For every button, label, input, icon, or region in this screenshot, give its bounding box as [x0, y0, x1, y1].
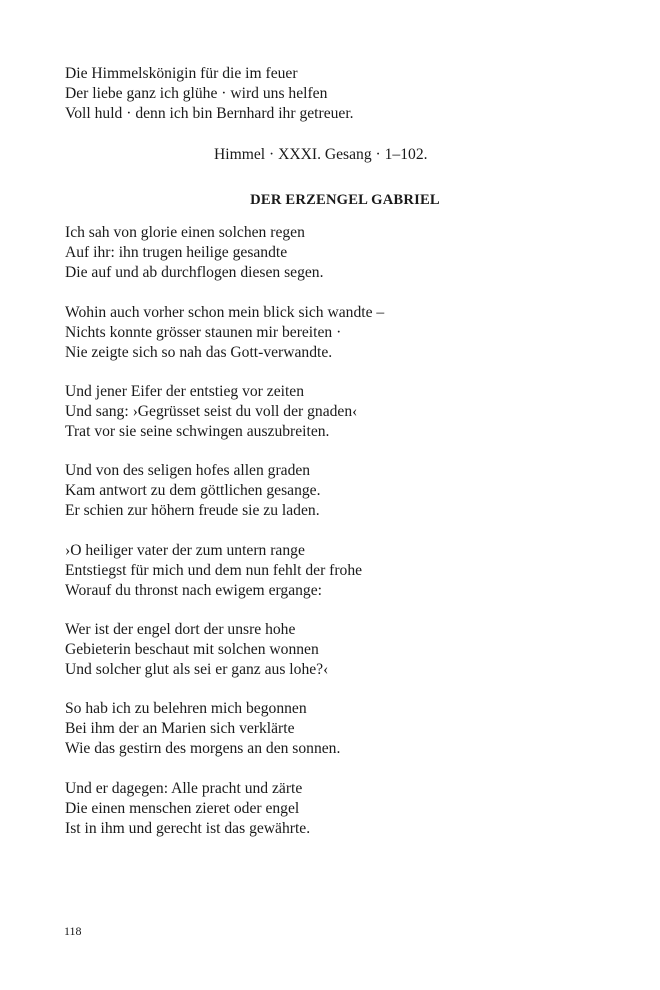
- page-number: 118: [64, 924, 82, 938]
- verse-line: ›O heiliger vater der zum untern range: [65, 542, 305, 559]
- verse-line: Kam antwort zu dem göttlichen gesange.: [65, 482, 321, 499]
- section-title: DER ERZENGEL GABRIEL: [250, 192, 440, 208]
- verse-line: Trat vor sie seine schwingen auszubreiten.: [65, 423, 330, 440]
- verse-line: Die auf und ab durchflogen diesen segen.: [65, 264, 324, 281]
- verse-line: Worauf du thronst nach ewigem ergange:: [65, 582, 322, 599]
- verse-line: Und von des seligen hofes allen graden: [65, 462, 311, 479]
- intro-line: Voll huld · denn ich bin Bernhard ihr getreuer.: [65, 105, 354, 122]
- verse-line: Die einen menschen zieret oder engel: [65, 800, 300, 817]
- verse-line: Nie zeigte sich so nah das Gott-verwandte.: [65, 344, 333, 361]
- verse-line: Auf ihr: ihn trugen heilige gesandte: [65, 244, 288, 261]
- verse-line: Wer ist der engel dort der unsre hohe: [65, 621, 296, 638]
- verse-line: Und jener Eifer der entstieg vor zeiten: [65, 383, 305, 400]
- verse-line: So hab ich zu belehren mich begonnen: [65, 700, 307, 717]
- verse-line: Und solcher glut als sei er ganz aus lohe?‹: [65, 661, 329, 678]
- verse-line: Ist in ihm und gerecht ist das gewährte.: [65, 820, 311, 837]
- verse-line: Entstiegst für mich und dem nun fehlt der frohe: [65, 562, 363, 579]
- verse-line: Wohin auch vorher schon mein blick sich wandte –: [65, 304, 385, 321]
- verse-line: Und er dagegen: Alle pracht und zärte: [65, 780, 303, 797]
- verse-line: Ich sah von glorie einen solchen regen: [65, 224, 305, 241]
- intro-line: Die Himmelskönigin für die im feuer: [65, 65, 298, 82]
- verse-line: Gebieterin beschaut mit solchen wonnen: [65, 641, 319, 658]
- verse-line: Nichts konnte grösser staunen mir bereiten ·: [65, 324, 342, 341]
- intro-line: Der liebe ganz ich glühe · wird uns helfen: [65, 85, 328, 102]
- verse-line: Bei ihm der an Marien sich verklärte: [65, 720, 295, 737]
- source-reference: Himmel · XXXI. Gesang · 1–102.: [214, 146, 428, 163]
- verse-line: Er schien zur höhern freude sie zu laden.: [65, 502, 320, 519]
- verse-line: Und sang: ›Gegrüsset seist du voll der gnaden‹: [65, 403, 358, 420]
- verse-line: Wie das gestirn des morgens an den sonnen.: [65, 740, 341, 757]
